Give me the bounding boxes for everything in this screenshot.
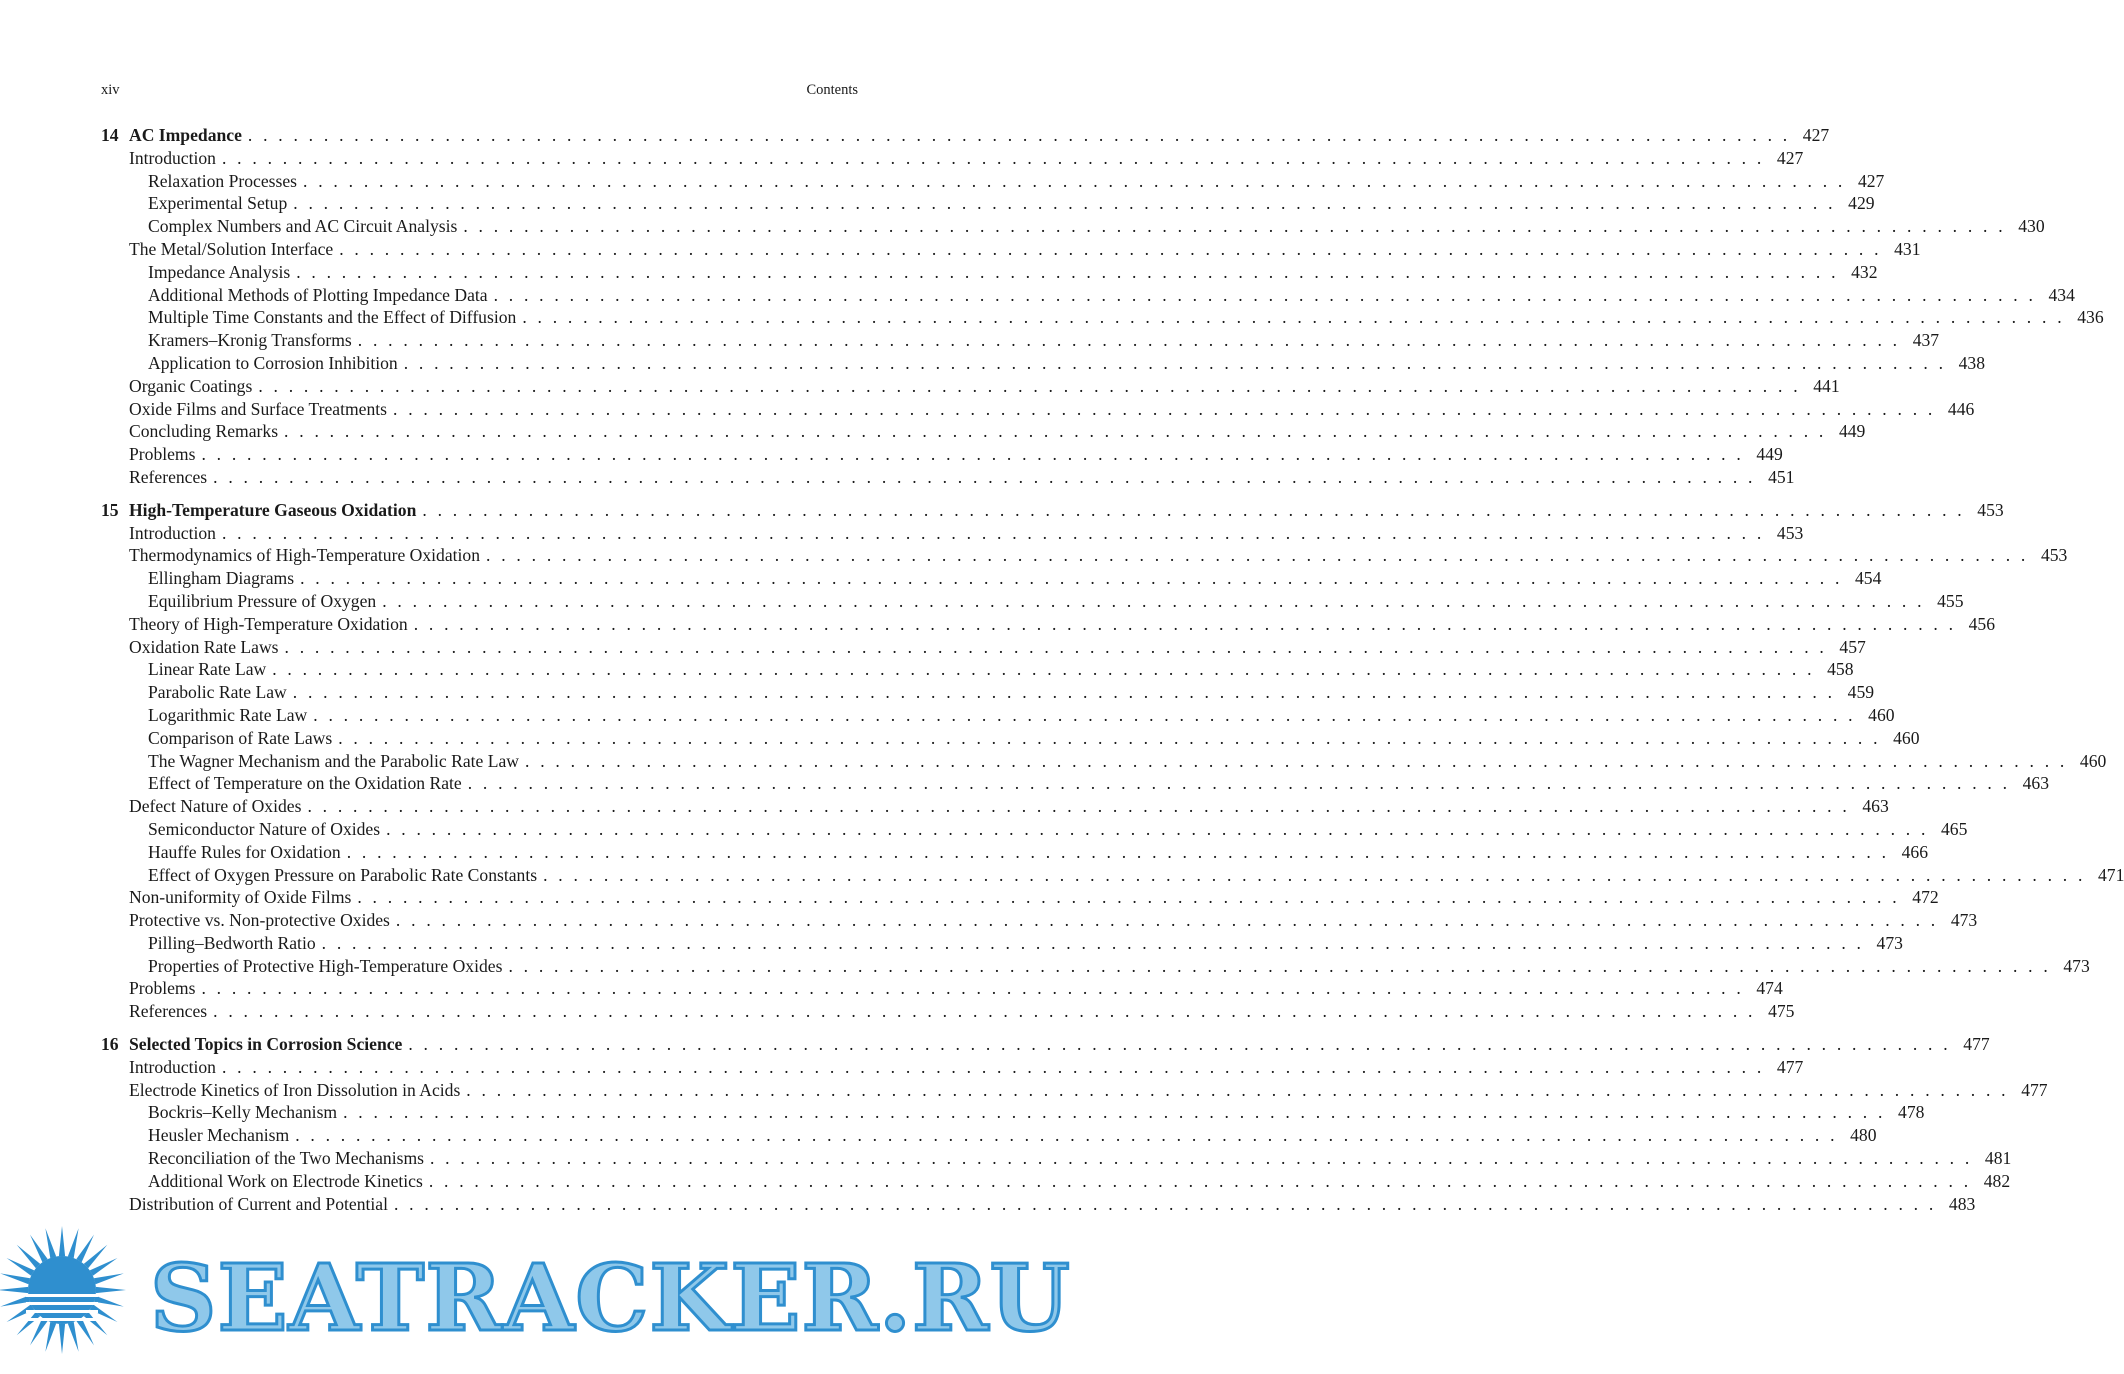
- dot-leader: [303, 170, 1842, 193]
- toc-page-number: 427: [1802, 125, 1830, 145]
- toc-subsection[interactable]: [101, 590, 1964, 613]
- toc-entry-title: Kramers–Kronig Transforms: [148, 329, 358, 352]
- toc-chapter-heading[interactable]: [101, 124, 1830, 147]
- dot-leader: [339, 238, 1878, 261]
- toc-subsection[interactable]: [101, 681, 1875, 704]
- dot-leader: [296, 261, 1835, 284]
- toc-section[interactable]: [101, 909, 1978, 932]
- dot-leader: [338, 727, 1877, 750]
- sun-ray: [96, 1287, 126, 1293]
- toc-section[interactable]: [101, 466, 1795, 489]
- toc-page-number: 437: [1912, 330, 1940, 351]
- toc-entry-title: Logarithmic Rate Law: [148, 704, 313, 727]
- toc-subsection[interactable]: [101, 261, 1878, 284]
- toc-number: 15: [101, 499, 119, 520]
- toc-entry-title: Properties of Protective High-Temperature Oxides: [148, 955, 508, 978]
- sun-ray: [94, 1296, 124, 1307]
- dot-leader: [508, 955, 2047, 978]
- toc-page-number: 475: [1768, 1001, 1795, 1022]
- toc-section[interactable]: [101, 1079, 2048, 1102]
- toc-page-number: 427: [1776, 147, 1804, 168]
- toc-entry-title: References: [129, 1000, 213, 1023]
- toc-page-number: 473: [1876, 932, 1903, 953]
- dot-leader: [486, 544, 2025, 567]
- dot-leader: [248, 124, 1787, 147]
- toc-section[interactable]: [101, 443, 1783, 466]
- toc-entry-title: Introduction: [129, 522, 222, 545]
- dot-leader: [543, 864, 2082, 887]
- toc-page-number: 481: [1984, 1148, 2012, 1169]
- toc-page-number: 483: [1948, 1193, 1976, 1214]
- dot-leader: [213, 466, 1752, 489]
- sun-ray: [68, 1322, 79, 1352]
- toc-subsection[interactable]: [101, 772, 2050, 795]
- toc-page-number: 454: [1855, 568, 1882, 589]
- toc-entry-title: Semiconductor Nature of Oxides: [148, 818, 386, 841]
- toc-subsection[interactable]: [101, 329, 1940, 352]
- sun-ray: [59, 1324, 65, 1354]
- toc-page-number: 472: [1912, 887, 1939, 908]
- dot-leader: [258, 375, 1797, 398]
- toc-chapter-heading[interactable]: [101, 1033, 1990, 1056]
- sun-stripe: [26, 1294, 98, 1297]
- watermark-text: SEATRACKER.RU: [150, 1244, 1071, 1352]
- toc-page-number: 473: [2063, 955, 2090, 976]
- toc-section[interactable]: [101, 795, 1889, 818]
- toc-subsection[interactable]: [101, 955, 2090, 978]
- toc-subsection[interactable]: [101, 192, 1875, 215]
- toc-entry-title: Linear Rate Law: [148, 658, 272, 681]
- toc-page-number: 427: [1857, 170, 1885, 191]
- toc-entry-title: Pilling–Bedworth Ratio: [148, 932, 322, 955]
- toc-entry-title: Defect Nature of Oxides: [129, 795, 307, 818]
- dot-leader: [293, 192, 1832, 215]
- dot-leader: [222, 522, 1761, 545]
- toc-page-number: 453: [2040, 545, 2068, 566]
- dot-leader: [322, 932, 1861, 955]
- sun-ray: [68, 1228, 79, 1258]
- toc-entry-title: Electrode Kinetics of Iron Dissolution in Acids: [129, 1079, 466, 1102]
- toc-entry-title: Additional Work on Electrode Kinetics: [148, 1170, 429, 1193]
- dot-leader: [525, 750, 2064, 773]
- toc-page-number: 446: [1947, 398, 1975, 419]
- sun-ray: [0, 1287, 28, 1293]
- toc-page-number: 456: [1968, 613, 1996, 634]
- toc-entry-title: Relaxation Processes: [148, 170, 303, 193]
- toc-number: 16: [101, 1034, 119, 1055]
- toc-subsection[interactable]: [101, 658, 1854, 681]
- toc-subsection[interactable]: [101, 1147, 2012, 1170]
- toc-section[interactable]: [101, 398, 1975, 421]
- toc-entry-title: Application to Corrosion Inhibition: [148, 352, 404, 375]
- dot-leader: [463, 215, 2002, 238]
- toc-subsection[interactable]: [101, 1101, 1925, 1124]
- toc-page-number: 458: [1827, 659, 1854, 680]
- toc-entry-title: References: [129, 466, 213, 489]
- toc-entry-title: Additional Methods of Plotting Impedance Data: [148, 284, 494, 307]
- toc-subsection[interactable]: [101, 1124, 1877, 1147]
- toc-entry-title: The Metal/Solution Interface: [129, 238, 339, 261]
- toc-entry-title: Organic Coatings: [129, 375, 258, 398]
- dot-leader: [494, 284, 2033, 307]
- toc-entry-title: Reconciliation of the Two Mechanisms: [148, 1147, 430, 1170]
- dot-leader: [300, 567, 1839, 590]
- toc-section[interactable]: [101, 636, 1866, 659]
- sun-ray: [0, 1296, 30, 1307]
- sun-ray: [94, 1273, 124, 1284]
- dot-leader: [347, 841, 1886, 864]
- toc-chapter: [101, 1033, 2048, 1215]
- toc-entry-title: Impedance Analysis: [148, 261, 296, 284]
- toc-entry-title: Selected Topics in Corrosion Science: [129, 1033, 408, 1056]
- toc-page-number: 466: [1901, 841, 1928, 862]
- toc-entry-title: Effect of Oxygen Pressure on Parabolic Rate Constants: [148, 864, 543, 887]
- dot-leader: [357, 886, 1896, 909]
- toc-entry-title: Protective vs. Non-protective Oxides: [129, 909, 396, 932]
- toc-page-number: 453: [1776, 522, 1804, 543]
- dot-leader: [343, 1101, 1882, 1124]
- dot-leader: [284, 420, 1823, 443]
- toc-page-number: 449: [1756, 444, 1783, 465]
- toc-subsection[interactable]: [101, 170, 1885, 193]
- toc-chapter-heading[interactable]: [101, 499, 2004, 522]
- toc-page-number: 477: [2021, 1079, 2048, 1100]
- toc-entry-title: Problems: [129, 443, 201, 466]
- dot-leader: [522, 306, 2061, 329]
- toc-page-number: 471: [2098, 864, 2124, 885]
- toc-entry-title: Thermodynamics of High-Temperature Oxidation: [129, 544, 486, 567]
- dot-leader: [466, 1079, 2005, 1102]
- toc-section[interactable]: [101, 522, 1804, 545]
- toc-entry-title: High-Temperature Gaseous Oxidation: [129, 499, 422, 522]
- toc-page-number: 482: [1983, 1170, 2011, 1191]
- toc-page-number: 477: [1963, 1034, 1990, 1055]
- toc-number: 14: [101, 125, 119, 145]
- dot-leader: [468, 772, 2007, 795]
- sun-disc: [28, 1256, 96, 1324]
- dot-leader: [201, 977, 1740, 1000]
- dot-leader: [429, 1170, 1968, 1193]
- toc-entry-title: Oxidation Rate Laws: [129, 636, 285, 659]
- sun-ray: [0, 1273, 30, 1284]
- dot-leader: [422, 499, 1961, 522]
- dot-leader: [222, 147, 1761, 170]
- toc-page-number: 463: [2022, 773, 2050, 794]
- toc-page-number: 449: [1838, 421, 1866, 442]
- toc-subsection[interactable]: [101, 352, 1986, 375]
- toc-page-number: 429: [1848, 193, 1875, 214]
- sun-ray: [59, 1226, 65, 1256]
- toc-entry-title: The Wagner Mechanism and the Parabolic Rate Law: [148, 750, 525, 773]
- toc-entry-title: Problems: [129, 977, 201, 1000]
- toc-entry-title: Complex Numbers and AC Circuit Analysis: [148, 215, 463, 238]
- dot-leader: [285, 636, 1824, 659]
- toc-page-number: 451: [1768, 466, 1795, 487]
- toc-subsection[interactable]: [101, 704, 1895, 727]
- toc-section[interactable]: [101, 375, 1840, 398]
- toc-section[interactable]: [101, 147, 1804, 170]
- dot-leader: [396, 909, 1935, 932]
- dot-leader: [358, 329, 1897, 352]
- toc-subsection[interactable]: [101, 864, 2124, 887]
- toc-page-number: 431: [1894, 238, 1921, 259]
- toc-entry-title: Oxide Films and Surface Treatments: [129, 398, 393, 421]
- toc-page-number: 441: [1813, 375, 1840, 396]
- toc-page-number: 430: [2018, 216, 2045, 237]
- toc-section[interactable]: [101, 1000, 1795, 1023]
- toc-section[interactable]: [101, 238, 1921, 261]
- toc-entry-title: Experimental Setup: [148, 192, 293, 215]
- toc-page-number: 434: [2048, 284, 2075, 305]
- toc-entry-title: Introduction: [129, 1056, 222, 1079]
- toc-page-number: 457: [1839, 636, 1866, 657]
- dot-leader: [293, 681, 1832, 704]
- toc-page-number: 460: [1893, 727, 1920, 748]
- toc-page-number: 473: [1950, 910, 1978, 931]
- toc-entry-title: Bockris–Kelly Mechanism: [148, 1101, 343, 1124]
- toc-entry-title: Hauffe Rules for Oxidation: [148, 841, 347, 864]
- toc-subsection[interactable]: [101, 727, 1920, 750]
- toc-section[interactable]: [101, 1056, 1804, 1079]
- dot-leader: [414, 613, 1953, 636]
- toc-entry-title: Multiple Time Constants and the Effect of Diffusion: [148, 306, 522, 329]
- toc-entry-title: AC Impedance: [129, 124, 248, 147]
- toc-subsection[interactable]: [101, 1170, 2011, 1193]
- toc-section[interactable]: [101, 544, 2068, 567]
- toc-page-number: 478: [1898, 1102, 1925, 1123]
- sun-stripe: [26, 1302, 98, 1305]
- running-title: Contents: [806, 82, 858, 98]
- toc-subsection[interactable]: [101, 841, 1928, 864]
- toc-entry-title: Comparison of Rate Laws: [148, 727, 338, 750]
- toc-page-number: 455: [1937, 590, 1964, 611]
- toc-subsection[interactable]: [101, 818, 1968, 841]
- toc-page-number: 474: [1756, 978, 1783, 999]
- toc-subsection[interactable]: [101, 750, 2107, 773]
- dot-leader: [313, 704, 1852, 727]
- dot-leader: [295, 1124, 1834, 1147]
- toc-subsection[interactable]: [101, 932, 1903, 955]
- toc-subsection[interactable]: [101, 567, 1882, 590]
- dot-leader: [213, 1000, 1752, 1023]
- dot-leader: [386, 818, 1925, 841]
- dot-leader: [393, 398, 1932, 421]
- toc-subsection[interactable]: [101, 306, 2104, 329]
- dot-leader: [404, 352, 1943, 375]
- page-header: [101, 82, 858, 102]
- toc-chapter: [101, 499, 2124, 1023]
- toc-subsection[interactable]: [101, 284, 2075, 307]
- toc-section[interactable]: [101, 886, 1939, 909]
- toc-page-number: 459: [1847, 682, 1875, 703]
- dot-leader: [307, 795, 1846, 818]
- page-number: xiv: [101, 82, 120, 98]
- toc-page-number: 460: [1868, 704, 1895, 725]
- toc-entry-title: Distribution of Current and Potential: [129, 1193, 394, 1216]
- sun-stripe: [26, 1318, 98, 1321]
- toc-entry-title: Heusler Mechanism: [148, 1124, 295, 1147]
- dot-leader: [394, 1193, 1933, 1216]
- dot-leader: [382, 590, 1921, 613]
- table-of-contents: [101, 124, 2124, 1225]
- toc-page-number: 453: [1977, 499, 2004, 520]
- toc-entry-title: Effect of Temperature on the Oxidation Rate: [148, 772, 468, 795]
- sun-ray: [45, 1228, 56, 1258]
- toc-entry-title: Ellingham Diagrams: [148, 567, 300, 590]
- toc-entry-title: Parabolic Rate Law: [148, 681, 293, 704]
- toc-section[interactable]: [101, 1193, 1976, 1216]
- toc-chapter: [101, 124, 2104, 489]
- toc-entry-title: Introduction: [129, 147, 222, 170]
- toc-page-number: 438: [1958, 352, 1986, 373]
- toc-page-number: 460: [2079, 750, 2107, 771]
- sun-ray: [45, 1322, 56, 1352]
- toc-page-number: 432: [1851, 261, 1878, 282]
- dot-leader: [272, 658, 1811, 681]
- toc-entry-title: Theory of High-Temperature Oxidation: [129, 613, 414, 636]
- dot-leader: [430, 1147, 1969, 1170]
- toc-page-number: 477: [1776, 1056, 1804, 1077]
- toc-entry-title: Concluding Remarks: [129, 420, 284, 443]
- toc-page-number: 480: [1850, 1125, 1877, 1146]
- toc-subsection[interactable]: [101, 215, 2045, 238]
- dot-leader: [201, 443, 1740, 466]
- toc-section[interactable]: [101, 977, 1783, 1000]
- dot-leader: [222, 1056, 1761, 1079]
- toc-entry-title: Non-uniformity of Oxide Films: [129, 886, 357, 909]
- dot-leader: [408, 1033, 1947, 1056]
- toc-page-number: 436: [2077, 307, 2104, 328]
- toc-entry-title: Equilibrium Pressure of Oxygen: [148, 590, 382, 613]
- toc-section[interactable]: [101, 613, 1996, 636]
- toc-page-number: 465: [1940, 818, 1968, 839]
- toc-page-number: 463: [1862, 796, 1889, 817]
- sun-stripe: [26, 1310, 98, 1313]
- toc-section[interactable]: [101, 420, 1866, 443]
